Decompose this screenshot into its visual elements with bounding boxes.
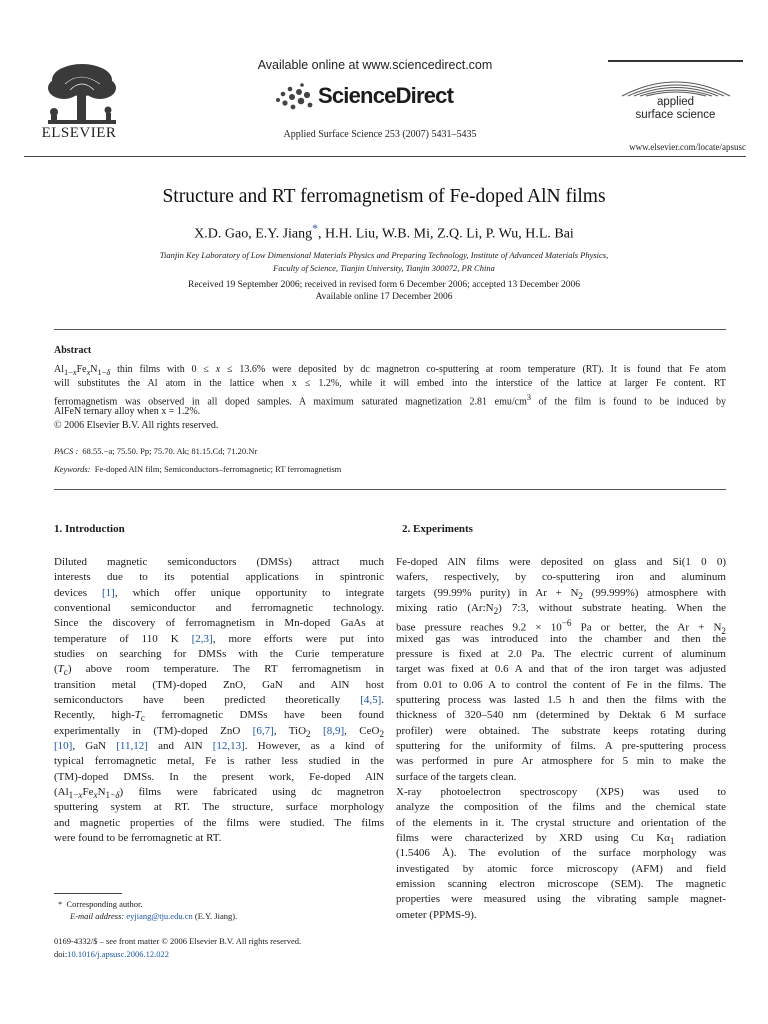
exp-line: sputtering for the uniformity of films. A pre-sputtering process: [396, 740, 726, 752]
corresponding-author-mark[interactable]: *: [312, 222, 318, 235]
pacs-codes: [54, 446, 257, 456]
pacs-label: PACS :: [54, 446, 79, 456]
abstract-heading: Abstract: [54, 345, 92, 356]
exp-line: properties were measured using the vibrating sample magnet-: [396, 893, 726, 905]
intro-line: conventional semiconductor and ferromagnetic technology.: [54, 602, 384, 614]
issn-copyright: 0169-4332/$ – see front matter © 2006 Elsevier B.V. All rights reserved.: [54, 936, 302, 946]
journal-emblem-icon: [616, 66, 736, 100]
journal-name-line2: surface science: [635, 109, 716, 121]
exp-line: emission scanning electron microscope (SEM). The magnetic: [396, 878, 726, 890]
exp-line: target was fixed at 0.6 A and that of the iron target was adjusted: [396, 663, 726, 675]
exp-line: profiler) were obtained. The substrate keeps rotating during: [396, 725, 726, 737]
exp-line: ometer (PPMS-9).: [396, 909, 477, 921]
exp-line: mixed gas was introduced into the chamber and then the: [396, 633, 726, 645]
article-title: Structure and RT ferromagnetism of Fe-doped AlN films: [162, 186, 606, 207]
intro-line: (TM)-doped DMSs. In the present work, Fe-doped AlN: [54, 771, 384, 783]
abstract-line-4: AlFeN ternary alloy when x = 1.2%.: [54, 406, 201, 417]
keywords-value: Fe-doped AlN film; Semiconductors–ferromagnetic; RT ferromagnetism: [94, 464, 342, 474]
intro-line: Recently, high-$T_c$ ferromagnetic DMSs have been found: [54, 709, 384, 724]
exp-line: analyze the composition of the films and the chemical state: [396, 801, 726, 813]
exp-line: mixing ratio $(Ar:N_2)$ 7:3, without substrate heating. When the: [396, 602, 726, 617]
publisher-name: ELSEVIER: [41, 125, 117, 141]
affiliation-line1: Tianjin Key Laboratory of Low Dimensional Materials Physics and Preparing Technology, Institute of Advanced Materials Physics,: [159, 250, 609, 260]
exp-line: sputtering process was lasted 1.5 h and then the films with the: [396, 694, 726, 706]
intro-line: Diluted magnetic semiconductors (DMSs) attract much: [54, 556, 384, 568]
authors-rest: , H.H. Liu, W.B. Mi, Z.Q. Li, P. Wu, H.L. Bai: [317, 226, 574, 242]
doi-link[interactable]: 10.1016/j.apsusc.2006.12.022: [67, 949, 169, 959]
intro-line: studies on searching for DMSs with the Curie temperature: [54, 648, 384, 660]
intro-line: devices [1], which offer unique opportunity to integrate: [54, 587, 384, 599]
intro-line: interests due to its potential applications in spintronic: [54, 571, 384, 583]
available-online-text[interactable]: Available online at www.sciencedirect.com: [257, 58, 493, 72]
introduction-heading: 1. Introduction: [54, 523, 125, 535]
exp-line: Fe-doped AlN films were deposited on glass and Si(1 0 0): [396, 556, 726, 568]
email-link[interactable]: eyjiang@tju.edu.cn: [126, 911, 193, 921]
intro-line: temperature of 110 K [2,3], more efforts were put into: [54, 633, 384, 645]
intro-line: sputtering system at RT. The structure, surface morphology: [54, 801, 384, 813]
sciencedirect-dots-icon: [272, 82, 316, 112]
journal-name-line1: applied: [656, 96, 695, 108]
exp-line: thickness of 320–540 nm (determined by Dektak 6 M surface: [396, 709, 726, 721]
exp-line: (1.5406 Å). The evolution of the surface morphology was: [396, 847, 726, 859]
intro-line: typical ferromagnetic metal, Fe is rather less studied in the: [54, 755, 384, 767]
abstract-line-2: will substitutes the Al atom in the lattice when x ≤ 1.2%, while it will embed into the interstice of the lattice at larger Fe content. RT: [54, 378, 726, 389]
intro-line: transition metal (TM)-doped ZnO, GaN and AlN host: [54, 679, 384, 691]
exp-line: from 0.01 to 0.06 A to control the content of Fe in the films. The: [396, 679, 726, 691]
sciencedirect-wordmark: ScienceDirect: [318, 83, 454, 108]
exp-line: targets (99.99% purity) in $Ar + N_2$ (99.999%) atmosphere with: [396, 587, 727, 602]
authors-first: X.D. Gao, E.Y. Jiang: [194, 226, 313, 242]
exp-line: was performed in pure Ar atmosphere for 5 min to make the: [396, 755, 726, 767]
footnote-divider: [54, 893, 122, 894]
exp-line: base pressure reaches $9.2 \times 10^{-6}$ Pa or better, the $Ar + N_2$: [396, 618, 726, 636]
exp-line: wafers, respectively, by co-sputtering iron and aluminum: [396, 571, 726, 583]
corresponding-author-note: [58, 899, 143, 909]
exp-line: investigated by atomic force microscopy (AFM) and field: [396, 863, 726, 875]
intro-line: and magnetic properties of the films were studied. The films: [54, 817, 384, 829]
exp-line: pressure is fixed at 2.0 Pa. The electric current of aluminum: [396, 648, 726, 660]
corresponding-label: Corresponding author.: [66, 899, 143, 909]
sciencedirect-logo[interactable]: [272, 80, 512, 116]
journal-logo: [608, 60, 743, 130]
email-suffix: (E.Y. Jiang).: [194, 911, 238, 921]
available-online-date: Available online 17 December 2006: [315, 292, 453, 302]
doi-line: [54, 949, 169, 959]
doi-label: doi:: [54, 949, 68, 959]
email-label: E-mail address:: [70, 911, 125, 921]
journal-url-link[interactable]: www.elsevier.com/locate/apsusc: [629, 142, 746, 152]
author-list: [40, 222, 728, 243]
journal-citation: Applied Surface Science 253 (2007) 5431–5435: [283, 129, 477, 140]
keywords: [54, 464, 341, 474]
affiliation-line2: Faculty of Science, Tianjin University, Tianjin 300072, PR China: [273, 263, 495, 273]
exp-line: of the elements in it. The crystal structure and orientation of the: [396, 817, 726, 829]
pacs-value: 68.55.−a; 75.50. Pp; 75.70. Ak; 81.15.Cd; 71.20.Nr: [82, 446, 258, 456]
intro-line: Since the discovery of ferromagnetism in Mn-doped GaAs at: [54, 617, 384, 629]
intro-line: experimentally in (TM)-doped ZnO [6,7], TiO$_2$ [8,9], CeO$_2$: [54, 725, 385, 740]
title-divider: [54, 329, 726, 330]
footnote-mark: *: [58, 899, 63, 909]
abstract-copyright: © 2006 Elsevier B.V. All rights reserved.: [54, 420, 219, 431]
intro-line: $(T_c)$ above room temperature. The RT ferromagnetism in: [54, 663, 384, 678]
exp-line: X-ray photoelectron spectroscopy (XPS) was used to: [396, 786, 726, 798]
intro-line: were found to be ferromagnetic at RT.: [54, 832, 222, 844]
abstract-line-3: ferromagnetism was observed in all doped samples. A maximum saturated magnetization 2.81 emu/$cm^3$ of the film is found to be induced by: [54, 393, 726, 408]
exp-line: films were characterized by XRD using Cu $K\alpha_1$ radiation: [396, 832, 726, 847]
intro-line: [10], GaN [11,12] and AlN [12,13]. However, as a kind of: [54, 740, 384, 752]
abstract-divider: [54, 489, 726, 490]
header-divider: [24, 156, 746, 157]
intro-line: semiconductors have been predicted theoretically [4,5].: [54, 694, 385, 706]
keywords-label: Keywords:: [54, 464, 91, 474]
intro-line: $(Al_{1-x}Fe_xN_{1-\delta})$ films were fabricated using dc magnetron: [54, 786, 384, 801]
abstract-line-1: $Al_{1-x}Fe_xN_{1-\delta}$ thin films with 0 ≤ x ≤ 13.6% were deposited by dc magnetron co-sputtering at room temperature (RT). It is found that Fe atom: [54, 364, 726, 377]
received-dates: Received 19 September 2006; received in revised form 6 December 2006; accepted 13 December 2006: [188, 280, 580, 290]
email-note: [70, 911, 237, 921]
exp-line: surface of the targets clean.: [396, 771, 517, 783]
experiments-heading: 2. Experiments: [402, 523, 473, 535]
